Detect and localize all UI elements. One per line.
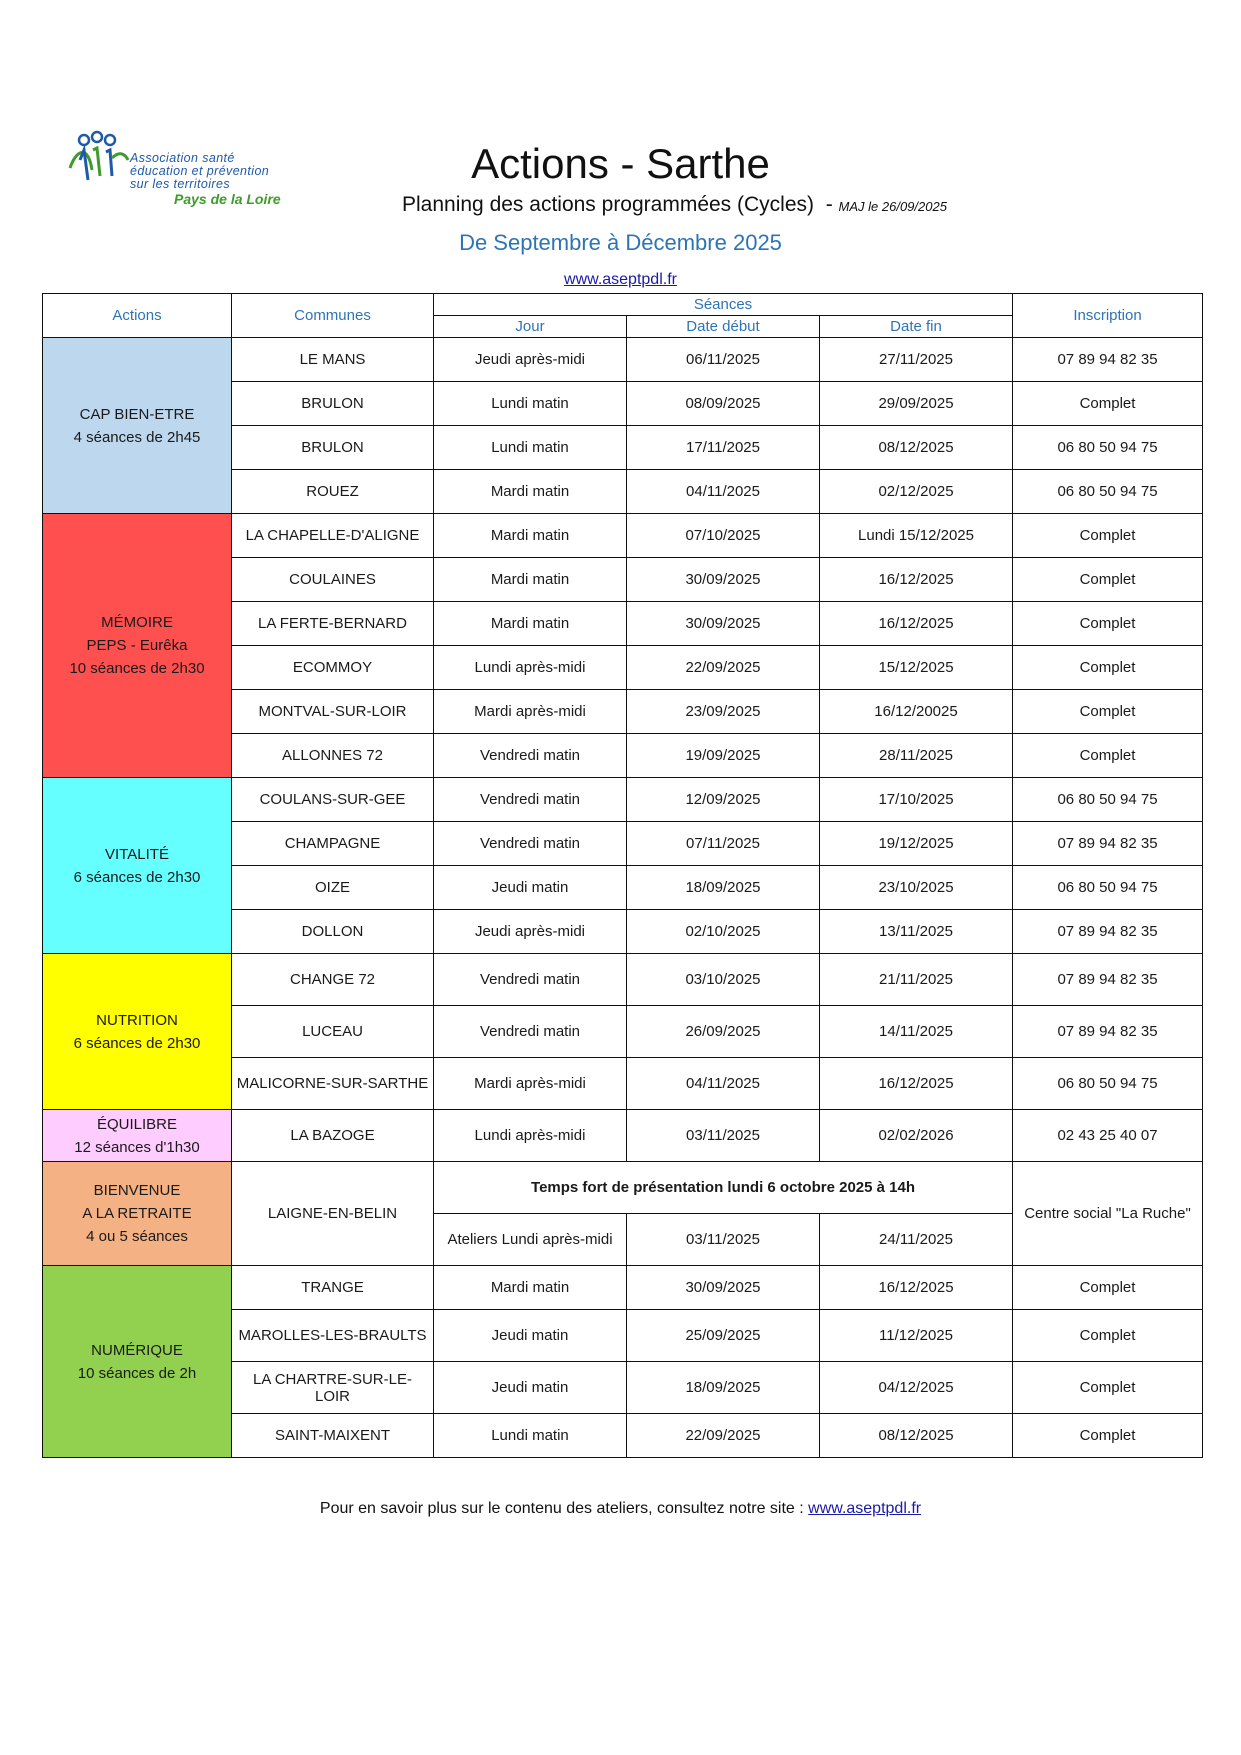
inscription-cell: 06 80 50 94 75	[1013, 866, 1203, 910]
table-row	[43, 338, 1203, 382]
logo-line-1: Association santé	[130, 151, 235, 165]
date-fin-cell: 21/11/2025	[820, 954, 1013, 1006]
commune-cell: COULAINES	[232, 558, 434, 602]
date-fin-cell: 19/12/2025	[820, 822, 1013, 866]
commune-cell: CHAMPAGNE	[232, 822, 434, 866]
commune-cell: MONTVAL-SUR-LOIR	[232, 690, 434, 734]
date-debut-cell: 22/09/2025	[627, 1414, 820, 1458]
action-detail: 4 séances de 2h45	[73, 428, 201, 446]
header-inscription: Inscription	[1013, 294, 1203, 338]
date-fin-cell: 15/12/2025	[820, 646, 1013, 690]
date-debut-cell: 17/11/2025	[627, 426, 820, 470]
jour-cell: Lundi matin	[434, 426, 627, 470]
commune-cell: ALLONNES 72	[232, 734, 434, 778]
subtitle-separator: -	[825, 193, 833, 216]
inscription-cell: Centre social "La Ruche"	[1013, 1162, 1203, 1266]
date-fin-cell: 04/12/2025	[820, 1362, 1013, 1414]
commune-cell: BRULON	[232, 382, 434, 426]
action-detail: 10 séances de 2h	[77, 1364, 197, 1382]
action-detail: 6 séances de 2h30	[73, 868, 201, 886]
page-title: Actions - Sarthe	[471, 140, 770, 187]
date-fin-cell: 16/12/2025	[820, 1266, 1013, 1310]
header-jour: Jour	[434, 316, 627, 338]
action-memoire	[43, 514, 232, 778]
commune-cell: BRULON	[232, 426, 434, 470]
date-fin-cell: 29/09/2025	[820, 382, 1013, 426]
date-fin-cell: 16/12/2025	[820, 602, 1013, 646]
commune-cell: LA CHAPELLE-D'ALIGNE	[232, 514, 434, 558]
page-subtitle	[402, 193, 947, 217]
date-fin-cell: 28/11/2025	[820, 734, 1013, 778]
jour-cell: Jeudi matin	[434, 866, 627, 910]
inscription-cell: 07 89 94 82 35	[1013, 822, 1203, 866]
date-fin-cell: 16/12/2025	[820, 558, 1013, 602]
jour-cell: Vendredi matin	[434, 734, 627, 778]
action-detail: 12 séances d'1h30	[74, 1138, 200, 1156]
date-fin-cell: 27/11/2025	[820, 338, 1013, 382]
table-row	[43, 1162, 1203, 1214]
commune-cell: LA FERTE-BERNARD	[232, 602, 434, 646]
action-name: NUTRITION	[96, 1011, 178, 1029]
date-debut-cell: 04/11/2025	[627, 1058, 820, 1110]
inscription-cell: Complet	[1013, 602, 1203, 646]
period-heading: De Septembre à Décembre 2025	[459, 230, 782, 255]
date-debut-cell: 19/09/2025	[627, 734, 820, 778]
action-name: ÉQUILIBRE	[96, 1115, 178, 1133]
jour-cell: Mardi matin	[434, 1266, 627, 1310]
commune-cell: DOLLON	[232, 910, 434, 954]
commune-cell: COULANS-SUR-GEE	[232, 778, 434, 822]
jour-cell: Ateliers Lundi après-midi	[434, 1214, 627, 1266]
logo-line-4: Pays de la Loire	[174, 191, 281, 207]
inscription-cell: Complet	[1013, 734, 1203, 778]
jour-cell: Mardi matin	[434, 558, 627, 602]
commune-cell: OIZE	[232, 866, 434, 910]
commune-cell: CHANGE 72	[232, 954, 434, 1006]
jour-cell: Mardi matin	[434, 514, 627, 558]
action-name: NUMÉRIQUE	[91, 1341, 183, 1359]
footer-text: Pour en savoir plus sur le contenu des ateliers, consultez notre site :	[319, 1500, 809, 1517]
jour-cell: Mardi après-midi	[434, 1058, 627, 1110]
date-fin-cell: 16/12/20025	[820, 690, 1013, 734]
date-debut-cell: 07/11/2025	[627, 822, 820, 866]
inscription-cell: 06 80 50 94 75	[1013, 426, 1203, 470]
date-fin-cell: 02/12/2025	[820, 470, 1013, 514]
date-debut-cell: 26/09/2025	[627, 1006, 820, 1058]
date-debut-cell: 25/09/2025	[627, 1310, 820, 1362]
logo-line-3: sur les territoires	[130, 177, 230, 191]
header-actions: Actions	[43, 294, 232, 338]
jour-cell: Mardi matin	[434, 470, 627, 514]
date-debut-cell: 03/11/2025	[627, 1214, 820, 1266]
jour-cell: Lundi matin	[434, 382, 627, 426]
commune-cell: TRANGE	[232, 1266, 434, 1310]
date-debut-cell: 22/09/2025	[627, 646, 820, 690]
jour-cell: Vendredi matin	[434, 778, 627, 822]
inscription-cell: 07 89 94 82 35	[1013, 954, 1203, 1006]
date-fin-cell: 08/12/2025	[820, 1414, 1013, 1458]
commune-cell: MAROLLES-LES-BRAULTS	[232, 1310, 434, 1362]
jour-cell: Mardi après-midi	[434, 690, 627, 734]
action-detail: 6 séances de 2h30	[73, 1034, 201, 1052]
date-debut-cell: 02/10/2025	[627, 910, 820, 954]
action-bienvenue-retraite	[43, 1162, 232, 1266]
header-communes: Communes	[232, 294, 434, 338]
footer-website-link[interactable]: www.aseptpdl.fr	[808, 1500, 922, 1517]
jour-cell: Mardi matin	[434, 602, 627, 646]
action-detail: 4 ou 5 séances	[86, 1228, 188, 1245]
action-equilibre	[43, 1110, 232, 1162]
action-name-2: A LA RETRAITE	[82, 1205, 192, 1222]
inscription-cell: Complet	[1013, 1362, 1203, 1414]
inscription-cell: Complet	[1013, 646, 1203, 690]
action-nutrition	[43, 954, 232, 1110]
date-debut-cell: 30/09/2025	[627, 602, 820, 646]
jour-cell: Jeudi après-midi	[434, 338, 627, 382]
table-row	[43, 514, 1203, 558]
inscription-cell: Complet	[1013, 1310, 1203, 1362]
action-name: VITALITÉ	[105, 845, 169, 863]
commune-cell: ECOMMOY	[232, 646, 434, 690]
jour-cell: Vendredi matin	[434, 822, 627, 866]
action-detail: 10 séances de 2h30	[69, 660, 205, 677]
subtitle-text: Planning des actions programmées (Cycles)	[402, 193, 815, 216]
action-cap-bien-etre	[43, 338, 232, 514]
commune-cell: LA CHARTRE-SUR-LE-LOIR	[232, 1362, 434, 1414]
inscription-cell: 07 89 94 82 35	[1013, 1006, 1203, 1058]
commune-cell: LAIGNE-EN-BELIN	[232, 1162, 434, 1266]
jour-cell: Vendredi matin	[434, 954, 627, 1006]
jour-cell: Lundi matin	[434, 1414, 627, 1458]
inscription-cell: Complet	[1013, 558, 1203, 602]
inscription-cell: 06 80 50 94 75	[1013, 1058, 1203, 1110]
action-name: MÉMOIRE	[101, 614, 173, 631]
header-seances: Séances	[434, 294, 1013, 316]
action-name: BIENVENUE	[93, 1182, 181, 1199]
inscription-cell: Complet	[1013, 1414, 1203, 1458]
date-debut-cell: 06/11/2025	[627, 338, 820, 382]
jour-cell: Lundi après-midi	[434, 646, 627, 690]
date-debut-cell: 03/10/2025	[627, 954, 820, 1006]
table-row	[43, 778, 1203, 822]
footer-note	[0, 1500, 1241, 1518]
action-subname: PEPS - Eurêka	[86, 637, 188, 654]
date-debut-cell: 30/09/2025	[627, 1266, 820, 1310]
jour-cell: Vendredi matin	[434, 1006, 627, 1058]
date-fin-cell: 14/11/2025	[820, 1006, 1013, 1058]
date-fin-cell: Lundi 15/12/2025	[820, 514, 1013, 558]
date-debut-cell: 04/11/2025	[627, 470, 820, 514]
date-fin-cell: 24/11/2025	[820, 1214, 1013, 1266]
inscription-cell: Complet	[1013, 514, 1203, 558]
date-fin-cell: 23/10/2025	[820, 866, 1013, 910]
date-debut-cell: 18/09/2025	[627, 1362, 820, 1414]
inscription-cell: Complet	[1013, 382, 1203, 426]
commune-cell: LA BAZOGE	[232, 1110, 434, 1162]
date-debut-cell: 18/09/2025	[627, 866, 820, 910]
date-fin-cell: 17/10/2025	[820, 778, 1013, 822]
event-cell: Temps fort de présentation lundi 6 octobre 2025 à 14h	[434, 1162, 1013, 1214]
date-debut-cell: 07/10/2025	[627, 514, 820, 558]
commune-cell: LUCEAU	[232, 1006, 434, 1058]
date-debut-cell: 03/11/2025	[627, 1110, 820, 1162]
commune-cell: LE MANS	[232, 338, 434, 382]
action-name: CAP BIEN-ETRE	[79, 405, 195, 423]
header-date-debut: Date début	[627, 316, 820, 338]
date-fin-cell: 11/12/2025	[820, 1310, 1013, 1362]
table-row	[43, 1266, 1203, 1310]
commune-cell: ROUEZ	[232, 470, 434, 514]
website-link[interactable]: www.aseptpdl.fr	[564, 271, 677, 288]
action-vitalite	[43, 778, 232, 954]
date-debut-cell: 08/09/2025	[627, 382, 820, 426]
inscription-cell: 06 80 50 94 75	[1013, 470, 1203, 514]
logo-line-2: éducation et prévention	[130, 164, 270, 178]
jour-cell: Jeudi matin	[434, 1310, 627, 1362]
date-debut-cell: 12/09/2025	[627, 778, 820, 822]
commune-cell: SAINT-MAIXENT	[232, 1414, 434, 1458]
table-row	[43, 1110, 1203, 1162]
jour-cell: Lundi après-midi	[434, 1110, 627, 1162]
planning-table	[42, 293, 1203, 1458]
date-debut-cell: 23/09/2025	[627, 690, 820, 734]
inscription-cell: 07 89 94 82 35	[1013, 910, 1203, 954]
date-fin-cell: 16/12/2025	[820, 1058, 1013, 1110]
date-fin-cell: 13/11/2025	[820, 910, 1013, 954]
action-numerique	[43, 1266, 232, 1458]
header-date-fin: Date fin	[820, 316, 1013, 338]
jour-cell: Jeudi matin	[434, 1362, 627, 1414]
inscription-cell: Complet	[1013, 1266, 1203, 1310]
commune-cell: MALICORNE-SUR-SARTHE	[232, 1058, 434, 1110]
inscription-cell: 02 43 25 40 07	[1013, 1110, 1203, 1162]
inscription-cell: 07 89 94 82 35	[1013, 338, 1203, 382]
update-date: MAJ le 26/09/2025	[838, 199, 947, 214]
inscription-cell: Complet	[1013, 690, 1203, 734]
date-fin-cell: 08/12/2025	[820, 426, 1013, 470]
date-fin-cell: 02/02/2026	[820, 1110, 1013, 1162]
jour-cell: Jeudi après-midi	[434, 910, 627, 954]
inscription-cell: 06 80 50 94 75	[1013, 778, 1203, 822]
date-debut-cell: 30/09/2025	[627, 558, 820, 602]
table-row	[43, 954, 1203, 1006]
